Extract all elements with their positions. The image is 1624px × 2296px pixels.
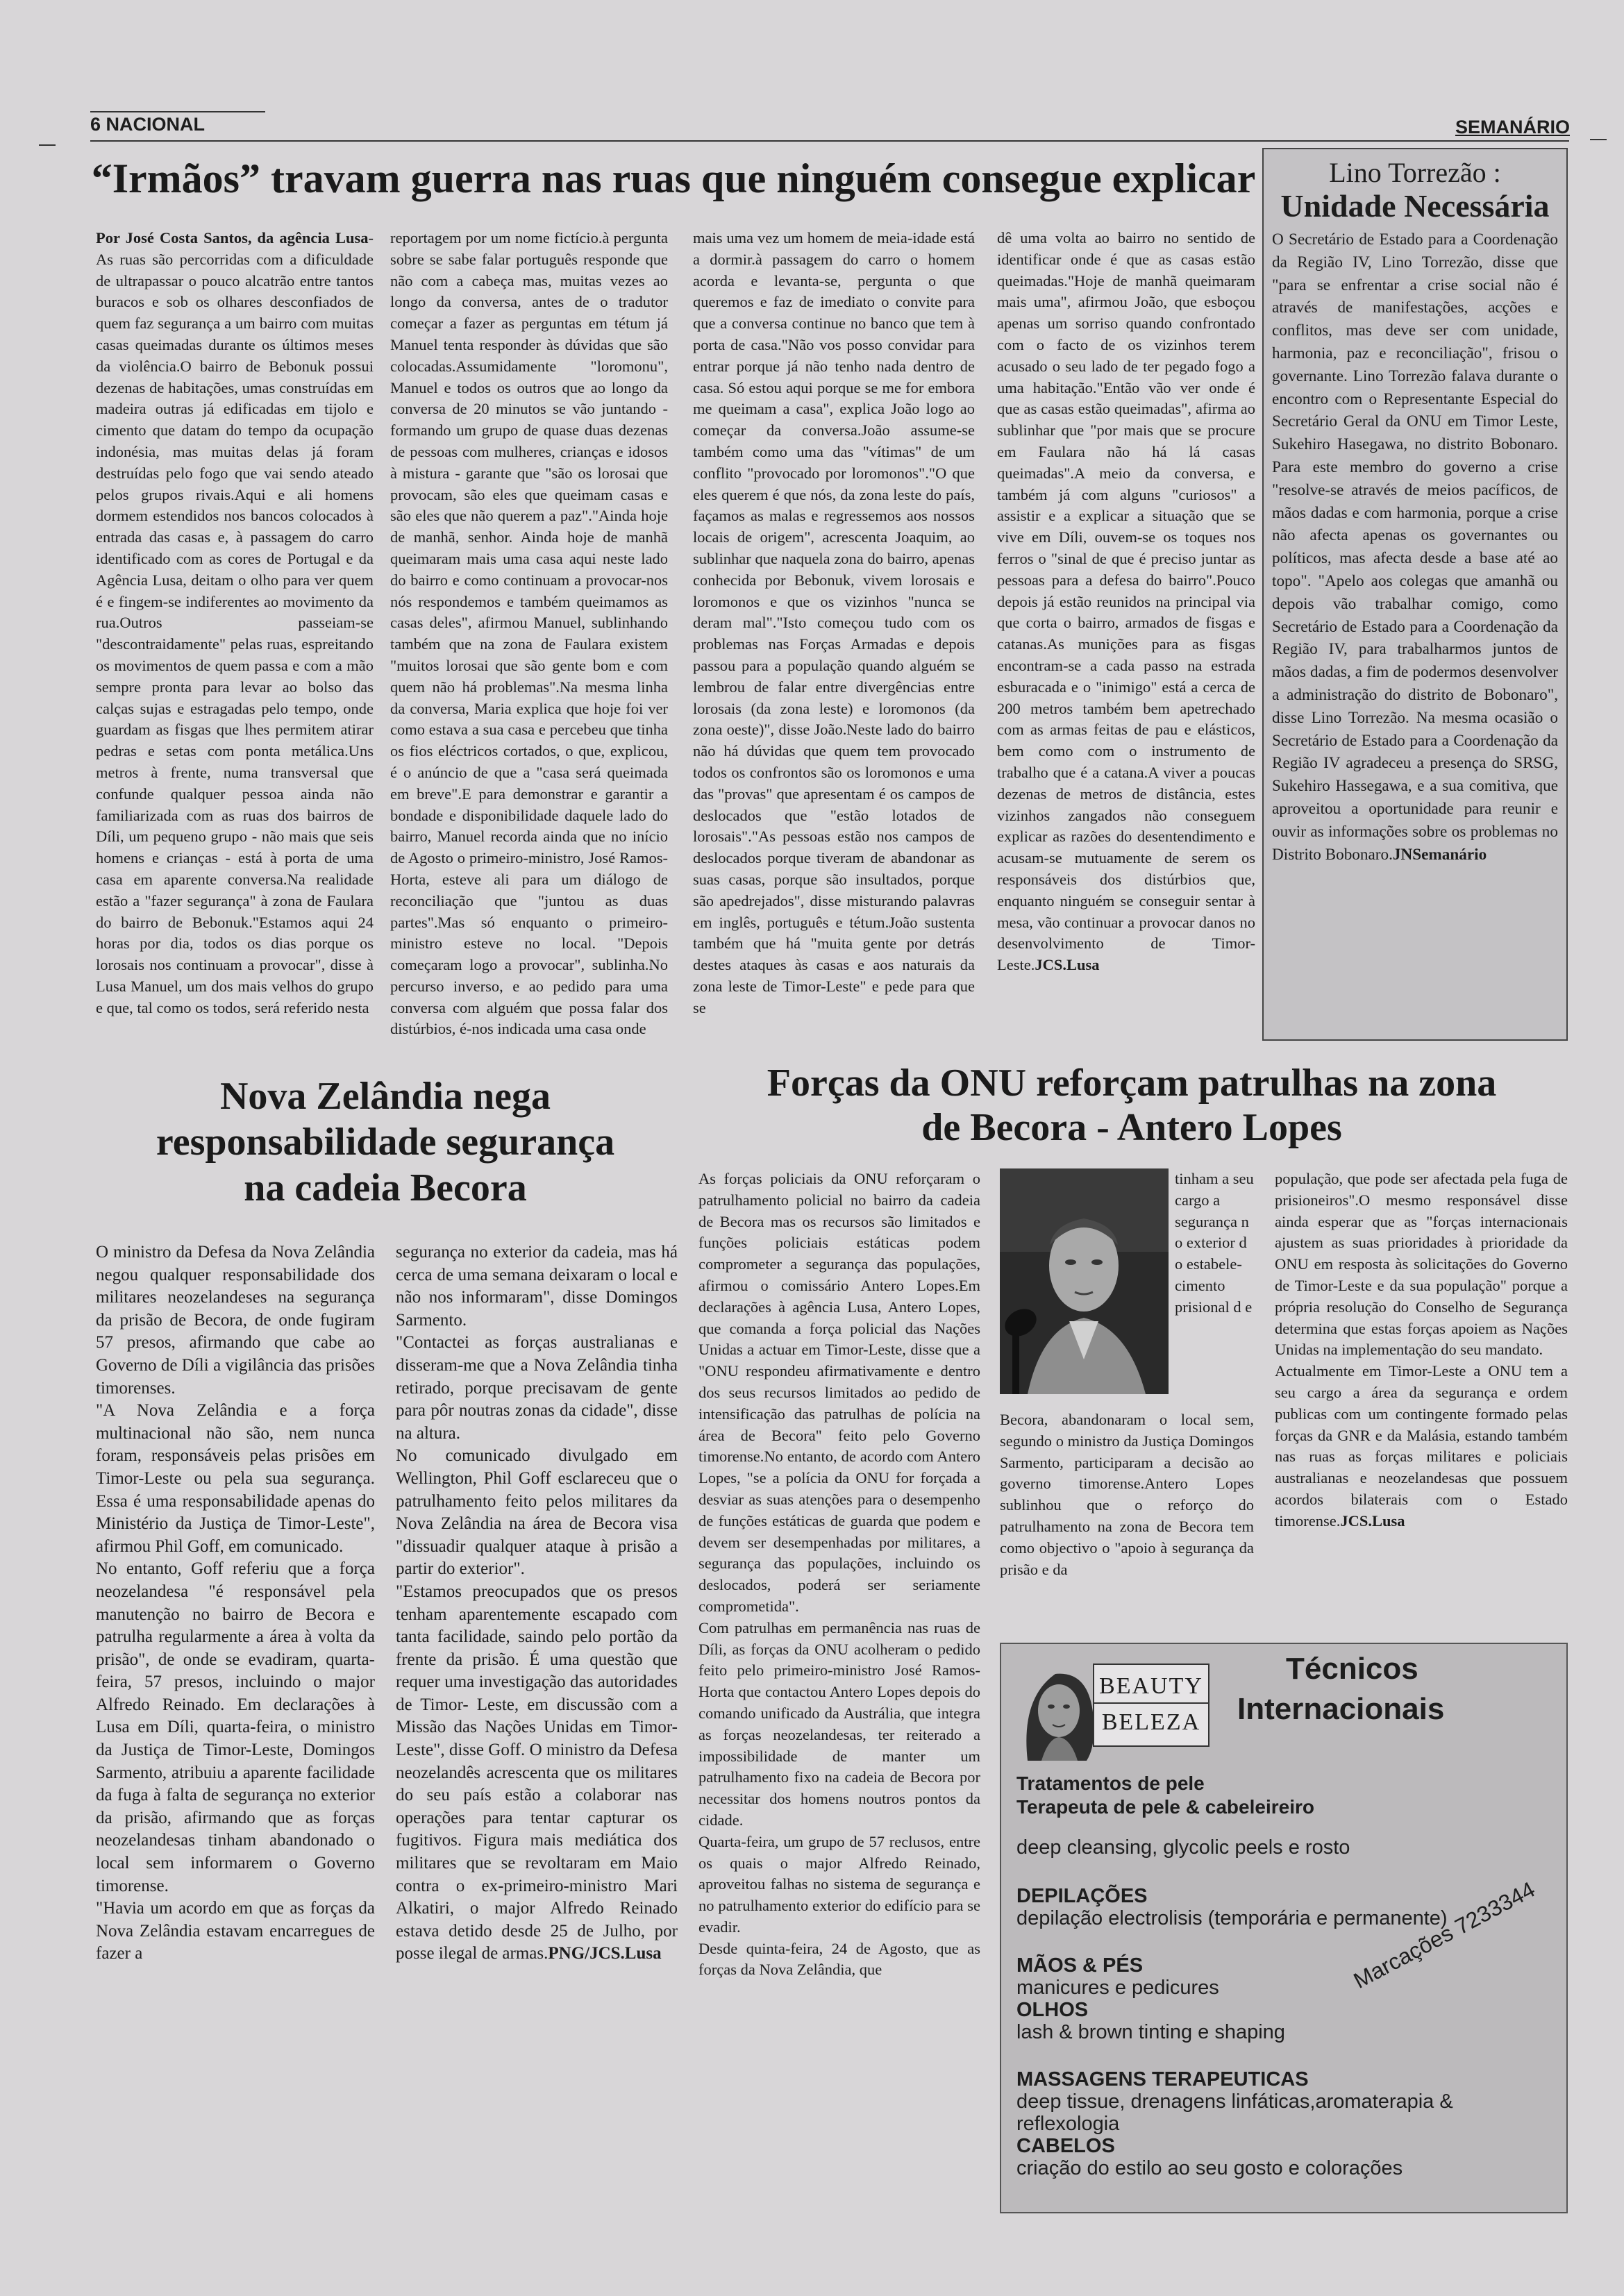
service-items: deep tissue, drenagens linfáticas,aromaterapia & <box>1016 2090 1453 2113</box>
service-items: lash & brown tinting e shaping <box>1016 2021 1285 2043</box>
article-column <box>1275 1168 1568 1634</box>
article-column <box>1175 1168 1254 1394</box>
article-column <box>997 228 1255 1041</box>
service-subheading: Terapeuta de pele & cabeleireiro <box>1016 1796 1314 1818</box>
service-items: reflexologia <box>1016 2113 1120 2135</box>
sidebar-credit: JNSemanário <box>1392 845 1487 864</box>
page-number-rule <box>90 111 265 112</box>
headline-line: responsabilidade segurança <box>156 1121 615 1164</box>
article-headline <box>694 1061 1569 1150</box>
sidebar-kicker: Lino Torrezão : <box>1329 157 1501 188</box>
article-column <box>1000 1409 1254 1632</box>
margin-tick <box>39 144 56 146</box>
byline: Por José Costa Santos, da agência Lusa <box>96 229 369 246</box>
article-text: Becora, abandonaram o local sem, segundo o ministro da Justiça Domingos Sarmento, participaram a decisão ao governo timorense.Antero Lopes sublinhou que o reforço do patrulhamento na zona de Becora tem como objectivo o "apoio à segurança da prisão e da <box>1000 1411 1254 1578</box>
sidebar-text: O Secretário de Estado para a Coordenação da Região IV, Lino Torrezão, disse que "para se enfrentar a crise social não é através de manifestações, acções e conflitos, mas deve ser com unidade, harmonia, paz e reconciliação", frisou o governante. Lino Torrezão falava durante o encontro com o Representante Especial do Secretário Geral da ONU em Timor Leste, Sukehiro Hasegawa, no distrito Bobonaro. Para este membro do governo a crise "resolve-se através de meios pacíficos, de mãos dadas e com harmonia, porque a crise não afecta apenas os governantes ou políticos, mas afecta desde a base até ao topo". "Apelo aos colegas que amanhã ou depois vão trabalhar comigo, como Secretário de Estado para a Coordenação da Região IV, para trabalharmos juntos de mãos dadas, a fim de podermos desenvolver a administração do distrito de Bobonaro", disse Lino Torrezão. Na mesma ocasião o Secretário de Estado para a Coordenação da Região IV agradeceu a presença do SRSG, Sukehiro Hassegawa, e a sua comitiva, que aproveitou a oportunidade para reunir e ouvir as informações sobre os problemas no Distrito Bobonaro. <box>1272 231 1558 864</box>
header-rule <box>90 140 1569 142</box>
newspaper-name: SEMANÁRIO <box>1455 117 1570 137</box>
headline-line: Nova Zelândia nega <box>219 1075 551 1118</box>
article-column <box>698 1168 980 2213</box>
service-items: criação do estilo ao seu gosto e colorações <box>1016 2157 1403 2179</box>
bookings-phone: Marcações 7233344 <box>1349 1876 1539 1993</box>
service-heading: MASSAGENS TERAPEUTICAS <box>1016 2068 1309 2090</box>
service-items: depilação electrolisis (temporária e permanente) <box>1016 1907 1448 1929</box>
article-column <box>693 228 975 1041</box>
portrait-illustration <box>1000 1168 1169 1394</box>
antero-lopes-photo <box>1000 1168 1169 1394</box>
page-section: 6 NACIONAL <box>90 114 206 135</box>
headline-line: na cadeia Becora <box>244 1166 527 1209</box>
article-text: tinham a seu cargo a segurança n o exterior d o estabele-cimento prisional d e <box>1175 1170 1254 1316</box>
ad-title: Técnicos <box>1286 1652 1418 1686</box>
service-heading: MÃOS & PÉS <box>1016 1954 1144 1977</box>
article-headline: “Irmãos” travam guerra nas ruas que ninguém consegue explicar <box>91 156 1256 201</box>
sidebar-body <box>1272 228 1558 866</box>
article-credit: JCS.Lusa <box>1035 956 1100 974</box>
article-credit: JCS.Lusa <box>1340 1511 1405 1530</box>
beauty-logo <box>1093 1664 1209 1747</box>
service-items: manicures e pedicures <box>1016 1977 1219 1999</box>
margin-tick <box>1590 139 1607 140</box>
article-text: reportagem por um nome fictício.à pergunta sobre se sabe falar português responde que não com a cabeça mas, muitas vezes ao longo da conversa, antes de o tradutor começar a fazer as perguntas em tétum já Manuel tenta responder às dúvidas que são colocadas.Assumidamente "loromonu", Manuel e todos os outros que ao longo da conversa de 20 minutos se vão juntando - formando um grupo de quase duas dezenas de pessoas com mulheres, crianças e idosos à mistura - garante que "são os lorosai que provocam, são eles que queimam casas e são eles que não querem a paz"."Ainda hoje de manhã, senhor. Ainda hoje de manhã queimaram mais uma casa aqui neste lado do bairro e como continuam a provocar-nos nós respondemos e também queimamos as casas deles", afirmou Manuel, sublinhando também que na zona de Faulara existem "muitos lorosai que são gente bom e com quem não há problemas".Na mesma linha da conversa, Maria explica que hoje foi ver como estava a sua casa e percebeu que tinha os fios eléctricos cortados, o que, explicou, é o anúncio de que a "casa será queimada em breve".E para demonstrar e garantir a bondade e disponibilidade daquele lado do bairro, Manuel recorda ainda que no início de Agosto o primeiro-ministro, José Ramos-Horta, esteve ali para um diálogo de reconciliação que "juntou as duas partes".Mas só enquanto o primeiro-ministro esteve no local. "Depois começaram logo a provocar", sublinha.No percurso inverso, e ao pedido para uma conversa com alguém que possa falar dos distúrbios, é-nos indicada uma casa onde <box>390 229 668 1038</box>
service-heading: DEPILAÇÕES <box>1016 1885 1148 1907</box>
article-column <box>96 228 374 1041</box>
service-items: deep cleansing, glycolic peels e rosto <box>1016 1836 1350 1859</box>
article-column <box>396 1241 678 2213</box>
ad-title: Internacionais <box>1237 1692 1445 1726</box>
article-headline <box>90 1073 680 1211</box>
article-text: mais uma vez um homem de meia-idade está a dormir.à passagem do carro o homem acorda e levanta-se, pergunta o que queremos e faz de imediato o convite para que a conversa continue no banco que tem à porta de casa."Não vos posso convidar para entrar porque já não tenho nada dentro de casa. Só estou aqui porque se me for embora me queimam a casa", explica João logo ao começar da conversa.João assume-se também como uma das "vítimas" de um conflito "provocado por loromonos"."O que eles querem é que nós, da zona leste do país, façamos as malas e regressemos aos nossos locais de origem", acrescenta Joaquim, ao sublinhar que naquela zona do bairro, apenas conhecida por Bebonuk, vivem lorosais e loromonos e que os vizinhos "nunca se deram mal"."Isto começou tudo com os problemas nas Forças Armadas e depois passou para a população quando alguém se lembrou de falar entre divergências entre lorosais (da zona leste) e loromonos (da zona oeste)", disse João.Neste lado do bairro não há dúvidas que quem tem provocado todos os confrontos são os loromonos e uma das "provas" que apresentam é os campos de deslocados que "estão lotados de lorosais"."As pessoas estão nos campos de deslocados porque tiveram de abandonar as suas casas, porque são insultados, porque são apedrejados", disse misturando palavras em inglês, português e tétum.João sustenta também que há "muita gente por detrás destes ataques às casas e aos naturais da zona leste de Timor-Leste" e pede para que se <box>693 229 975 1016</box>
article-column <box>96 1241 375 2213</box>
article-text: - As ruas são percorridas com a dificuldade de ultrapassar o pouco alcatrão entre tantos buracos e sob os olhares desconfiados de quem faz segurança a um bairro com muitas casas queimadas durante os últimos meses da violência.O bairro de Bebonuk possui dezenas de habitações, umas construídas em madeira outras já edificadas em tijolo e cimento que datam do tempo da ocupação indonésia, mas muitas delas já foram destruídas pelo fogo que vai sendo ateado pelos grupos rivais.Aqui e ali homens dormem estendidos nos bancos colocados à entrada das casas e, à passagem do carro identificado com as cores de Portugal e da Agência Lusa, deitam o olho para ver quem é e fingem-se indiferentes ao movimento da rua.Outros passeiam-se "descontraidamente" pelas ruas, espreitando os movimentos de quem passa e com a mão sempre pronta para levar ao bolso das calças sujas e estragadas pelo tempo, onde guardam as fisgas que lhes permitem atirar pedras e setas com ponta metálica.Uns metros à frente, numa transversal que confunde qualquer pessoa ainda não familiarizada com as ruas dos bairros de Díli, um pequeno grupo - não mais que seis homens e crianças - está à porta de uma casa em aparente conversa.Na realidade estão a "fazer segurança" à zona de Faulara do bairro de Bebonuk."Estamos aqui 24 horas por dia, todos os dias porque os lorosais nos continuam a provocar", disse à Lusa Manuel, um dos mais velhos do grupo e que, tal como os todos, será referido nesta <box>96 229 374 1016</box>
model-portrait <box>1014 1657 1104 1761</box>
article-text: O ministro da Defesa da Nova Zelândia negou qualquer responsabilidade dos militares neozelandeses na segurança da prisão de Becora, de onde fugiram 57 presos, afirmando que cabe ao Governo de Díli a vigilância das prisões timorenses. "A Nova Zelândia e a força multinacional não são, nem nunca foram, responsáveis pelas prisões em Timor-Leste ou pela sua segurança. Essa é uma responsabilidade apenas do Ministério da Justiça de Timor-Leste", afirmou Phil Goff, em comunicado. No entanto, Goff referiu que a força neozelandesa "é responsável pela manutenção no bairro de Becora e patrulha regularmente a área à volta da prisão", de onde se evadiram, quarta- feira, 57 presos, incluindo o major Alfredo Reinado. Em declarações à Lusa em Díli, quarta-feira, o ministro da Justiça de Timor-Leste, Domingos Sarmento, atribuiu a aparente facilidade da fuga à falta de segurança no exterior da prisão, afirmando que as forças neozelandesas tinham abandonado o local sem informarem o Governo timorense. "Havia um acordo em que as forças da Nova Zelândia estavam encarregues de fazer a <box>96 1243 375 1963</box>
article-text: população, que pode ser afectada pela fuga de prisioneiros".O mesmo responsável disse ainda esperar que as "forças internacionais ajustem as suas prioridades à prioridade da ONU em resposta às solicitações do Governo de Timor-Leste e da sua população" porque a própria resolução do Conselho de Segurança determina que estas forças apoiem as Nações Unidas na implementação do seu mandato. Actualmente em Timor-Leste a ONU tem a seu cargo a área da segurança e ordem publicas com um contingente formado pelas forças da GNR e da Malásia, estando também nas ruas as forças militares e policiais australianas e neozelandesas que possuem acordos bilaterais com o Estado timorense. <box>1275 1170 1568 1530</box>
service-heading: OLHOS <box>1016 1999 1089 2021</box>
article-credit: PNG/JCS.Lusa <box>548 1944 662 1963</box>
article-column <box>390 228 668 1041</box>
sidebar-box <box>1262 148 1568 1041</box>
headline-line: Forças da ONU reforçam patrulhas na zona <box>767 1062 1497 1105</box>
article-text: segurança no exterior da cadeia, mas há cerca de uma semana deixaram o local e não nos informaram", disse Domingos Sarmento. "Contactei as forças australianas e disseram-me que a Nova Zelândia tinha retirado, porque precisavam de gente para pôr noutras zonas da cidade", disse na altura. No comunicado divulgado em Wellington, Phil Goff esclareceu que o patrulhamento feito pelos militares da Nova Zelândia na área de Becora visa "dissuadir qualquer ataque à prisão a partir do exterior". "Estamos preocupados que os presos tenham aparentemente escapado com tanta facilidade, saindo pelo portão da frente da prisão. É uma questão que requer uma investigação das autoridades de Timor- Leste, em discussão com a Missão das Nações Unidas em Timor-Leste", disse Goff. O ministro da Defesa neozelandês acrescenta que os militares do seu país estão a colaborar nas operações para tentar capturar os fugitivos. Figura mais mediática dos militares que se revoltaram em Maio contra o ex-primeiro-ministro Mari Alkatiri, o major Alfredo Reinado estava detido desde 25 de Julho, por posse ilegal de armas. <box>396 1243 678 1963</box>
sidebar-title: Unidade Necessária <box>1280 188 1550 224</box>
beauty-advertisement <box>1000 1643 1568 2213</box>
article-text: As forças policiais da ONU reforçaram o patrulhamento policial no bairro da cadeia de Becora mas os recursos são limitados e funções policiais estáticas podem comprometer a segurança das populações, afirmou o comissário Antero Lopes.Em declarações à agência Lusa, Antero Lopes, que comanda a força policial das Nações Unidas a actuar em Timor-Leste, disse que a "ONU respondeu afirmativamente e dentro dos seus recursos limitados ao pedido de intensificação das patrulhas de polícia na área de Becora" feito pelo Governo timorense.No entanto, de acordo com Antero Lopes, "se a polícia da ONU for forçada a desviar as suas atenções para o desempenho de funções estáticas de guarda que podem e devem ser desempenhadas por militares, a segurança das populações, incluindo os deslocados, poderá ser seriamente comprometida". Com patrulhas em permanência nas ruas de Díli, as forças da ONU acolheram o pedido feito pelo primeiro-ministro José Ramos-Horta que contactou Antero Lopes depois do comando unificado da Austrália, que integra as forças neozelandesas, ter reiterado a impossibilidade de manter um patrulhamento fixo na cadeia de Becora por necessitar dos homens noutros pontos da cidade. Quarta-feira, um grupo de 57 reclusos, entre os quais o major Alfredo Reinado, aproveitou falhas no sistema de segurança e no patrulhamento exterior do edifício para se evadir. Desde quinta-feira, 24 de Agosto, que as forças da Nova Zelândia, que <box>698 1170 980 1979</box>
article-text: dê uma volta ao bairro no sentido de identificar onde é que as casas estão queimadas."Hoje de manhã queimaram mais uma", afirmou João, que esboçou apenas um sorriso quando confrontado com o facto de os vizinhos terem acusado o seu lado de ter pegado fogo a uma habitação."Então vão ver onde é que as casas estão queimadas", afirma ao sublinhar que "por mais que se procure em Faulara não há lá casas queimadas".A meio da conversa, e também já com alguns "curiosos" a assistir e a explicar a situação que se vive em Díli, ouvem-se os toques nos ferros o "sinal de que é preciso juntar as pessoas para a defesa do bairro".Pouco depois já estão reunidos na principal via que corta o bairro, armados de fisgas e catanas.As munições para as fisgas encontram-se a cada passo na estrada esburacada e o "inimigo" está a cerca de 200 metros também bem apetrechado com as armas feitas de pau e elásticos, bem como com o instrumento de trabalho que é a catana.A viver a poucas dezenas de metros de distância, estes vizinhos zangados não conseguem explicar as razões do desentendimento e acusam-se mutuamente de serem os responsáveis dos distúrbios que, enquanto ninguém se conseguir sentar à mesa, vão continuar a provocar danos no desenvolvimento de Timor-Leste. <box>997 229 1255 974</box>
service-heading: Tratamentos de pele <box>1016 1773 1205 1794</box>
logo-text-top: BEAUTY <box>1094 1670 1208 1704</box>
service-heading: CABELOS <box>1016 2135 1115 2157</box>
headline-line: de Becora - Antero Lopes <box>921 1106 1342 1149</box>
logo-text-bottom: BELEZA <box>1101 1709 1201 1735</box>
